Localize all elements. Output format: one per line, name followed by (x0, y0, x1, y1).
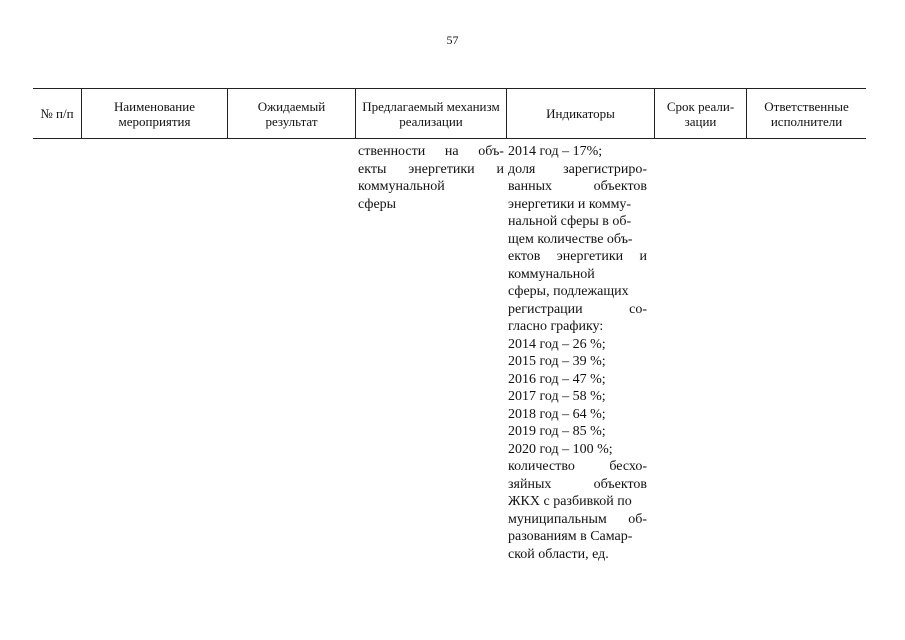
indicator-text-line (508, 283, 647, 301)
mechanism-text-line (358, 178, 504, 196)
text-fragment: на (444, 144, 459, 159)
header-expected-result: Ожидаемый результат (257, 98, 326, 129)
indicator-text-line (508, 248, 647, 266)
indicator-text-line (508, 423, 647, 441)
header-number: № п/п (40, 106, 74, 121)
indicator-text-line (508, 371, 647, 389)
indicator-text-line (508, 441, 647, 459)
text-fragment: сферы, подлежащих (508, 284, 629, 299)
text-fragment: разованиям в Самар- (508, 529, 633, 544)
mechanism-text-line (358, 196, 504, 214)
header-mechanism: Предлагаемый механизм реализации (362, 98, 500, 129)
text-fragment: щем количестве объ- (508, 231, 633, 247)
text-fragment: объектов (593, 179, 647, 194)
indicator-text-line (508, 143, 647, 161)
text-fragment: бесхо- (609, 459, 647, 474)
text-fragment: количество (508, 459, 575, 474)
text-fragment: 2015 год – 39 %; (508, 354, 606, 369)
indicator-text-line (508, 196, 647, 214)
indicator-text-line (508, 178, 647, 196)
text-fragment: со- (629, 301, 647, 317)
text-fragment: 2016 год – 47 %; (508, 371, 606, 387)
activities-table (33, 88, 866, 139)
indicator-text-line (508, 528, 647, 546)
indicator-text-line (508, 388, 647, 406)
indicator-text-line (508, 231, 647, 249)
indicator-text-line (508, 266, 647, 284)
text-fragment: 2014 год – 26 %; (508, 336, 606, 352)
indicator-text-line (508, 161, 647, 179)
indicator-text-line (508, 301, 647, 319)
header-activity-name: Наименование мероприятия (114, 98, 195, 129)
text-fragment: объ- (478, 144, 504, 159)
text-fragment: екты (358, 161, 387, 177)
indicator-text-line (508, 213, 647, 231)
text-fragment: об- (628, 511, 647, 527)
mechanism-text-line (358, 161, 504, 179)
indicator-text-line (508, 458, 647, 476)
header-indicators: Индикаторы (546, 106, 615, 121)
indicator-text-line (508, 318, 647, 336)
mechanism-cell-text (358, 143, 504, 213)
text-fragment: коммунальной (508, 266, 595, 282)
text-fragment: объектов (593, 476, 647, 492)
text-fragment: ственности (358, 144, 426, 159)
indicator-text-line (508, 406, 647, 424)
text-fragment: зарегистриро- (563, 161, 647, 177)
text-fragment: регистрации (508, 301, 583, 317)
indicator-text-line (508, 493, 647, 511)
indicator-text-line (508, 546, 647, 564)
header-deadline: Срок реали-зации (666, 98, 735, 129)
text-fragment: коммунальной (358, 179, 445, 194)
text-fragment: сферы (358, 196, 397, 212)
indicators-cell-text (508, 143, 647, 563)
text-fragment: 2018 год – 64 %; (508, 406, 606, 422)
text-fragment: муниципальным (508, 511, 607, 527)
text-fragment: нальной сферы в об- (508, 214, 632, 229)
header-responsible: Ответственные исполнители (764, 98, 849, 129)
text-fragment: энергетики (556, 249, 624, 264)
indicator-text-line (508, 476, 647, 494)
text-fragment: доля (508, 161, 536, 177)
text-fragment: 2019 год – 85 %; (508, 424, 606, 439)
mechanism-text-line (358, 143, 504, 161)
text-fragment: ектов (508, 249, 541, 264)
indicator-text-line (508, 511, 647, 529)
indicator-text-line (508, 336, 647, 354)
text-fragment: 2014 год – 17%; (508, 144, 603, 159)
text-fragment: зяйных (508, 476, 552, 492)
page-number: 57 (446, 33, 459, 47)
text-fragment: ской области, ед. (508, 546, 609, 562)
text-fragment: 2017 год – 58 %; (508, 389, 606, 404)
text-fragment: энергетики (408, 161, 475, 177)
text-fragment: энергетики и комму- (508, 196, 632, 212)
table-header-row (33, 88, 866, 139)
text-fragment: 2020 год – 100 %; (508, 441, 613, 457)
text-fragment: гласно графику: (508, 319, 604, 334)
text-fragment: ЖКХ с разбивкой по (508, 494, 632, 509)
text-fragment: и (496, 161, 504, 177)
text-fragment: и (639, 249, 647, 264)
text-fragment: ванных (508, 179, 553, 194)
indicator-text-line (508, 353, 647, 371)
